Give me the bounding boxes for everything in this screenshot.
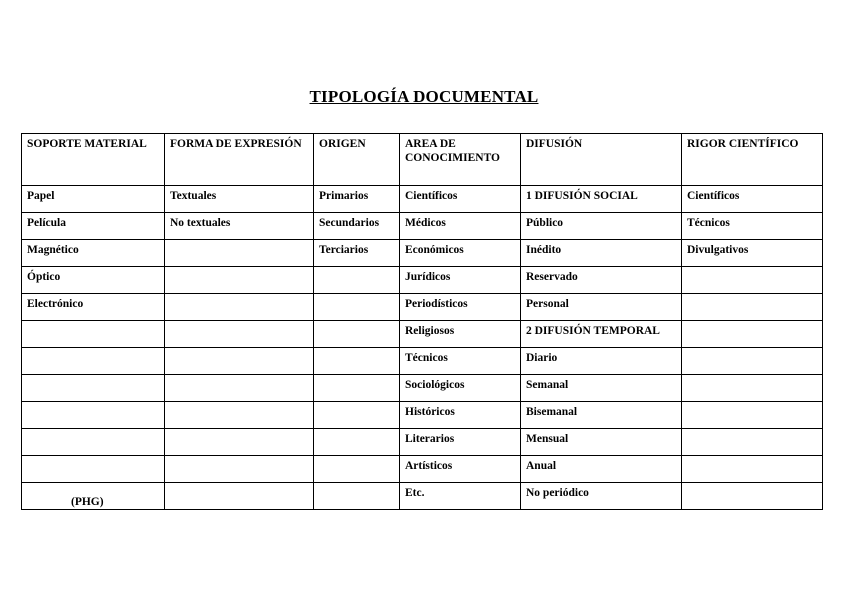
cell-origen: Secundarios: [314, 213, 400, 240]
cell-area-de-conocimiento: Religiosos: [400, 321, 521, 348]
table-row: [22, 483, 823, 510]
table-row: [22, 213, 823, 240]
cell-rigor-cientifico: [682, 321, 823, 348]
table-header-row: [22, 134, 823, 186]
cell-soporte-material: [22, 402, 165, 429]
cell-forma-de-expresion: [165, 402, 314, 429]
header-area-de-conocimiento: AREA DE CONOCIMIENTO: [400, 134, 521, 186]
cell-area-de-conocimiento: Sociológicos: [400, 375, 521, 402]
table-row: [22, 240, 823, 267]
cell-difusion: Bisemanal: [521, 402, 682, 429]
typology-table: [21, 133, 823, 510]
cell-difusion: Público: [521, 213, 682, 240]
cell-origen: [314, 348, 400, 375]
cell-rigor-cientifico: [682, 375, 823, 402]
cell-forma-de-expresion: [165, 375, 314, 402]
cell-soporte-material: Magnético: [22, 240, 165, 267]
cell-area-de-conocimiento: Literarios: [400, 429, 521, 456]
header-forma-de-expresion: FORMA DE EXPRESIÓN: [165, 134, 314, 186]
cell-origen: [314, 402, 400, 429]
cell-soporte-material: Película: [22, 213, 165, 240]
cell-rigor-cientifico: [682, 456, 823, 483]
header-soporte-material: SOPORTE MATERIAL: [22, 134, 165, 186]
cell-soporte-material: [22, 429, 165, 456]
cell-area-de-conocimiento: Etc.: [400, 483, 521, 510]
table-row: [22, 348, 823, 375]
cell-soporte-material: [22, 348, 165, 375]
table-row: [22, 402, 823, 429]
cell-forma-de-expresion: Textuales: [165, 186, 314, 213]
cell-origen: [314, 483, 400, 510]
table-row: [22, 267, 823, 294]
cell-area-de-conocimiento: Artísticos: [400, 456, 521, 483]
cell-origen: [314, 267, 400, 294]
table-row: [22, 375, 823, 402]
cell-origen: [314, 321, 400, 348]
table-body: [22, 186, 823, 510]
cell-difusion: Mensual: [521, 429, 682, 456]
cell-origen: Terciarios: [314, 240, 400, 267]
cell-rigor-cientifico: [682, 348, 823, 375]
header-difusion: DIFUSIÓN: [521, 134, 682, 186]
cell-area-de-conocimiento: Médicos: [400, 213, 521, 240]
cell-difusion: 1 DIFUSIÓN SOCIAL: [521, 186, 682, 213]
cell-origen: [314, 294, 400, 321]
cell-forma-de-expresion: No textuales: [165, 213, 314, 240]
cell-forma-de-expresion: [165, 294, 314, 321]
footer-note: (PHG): [71, 496, 104, 508]
cell-origen: [314, 429, 400, 456]
table-row: [22, 429, 823, 456]
cell-rigor-cientifico: [682, 402, 823, 429]
cell-area-de-conocimiento: Técnicos: [400, 348, 521, 375]
cell-soporte-material: Papel: [22, 186, 165, 213]
cell-rigor-cientifico: [682, 483, 823, 510]
table-row: [22, 186, 823, 213]
cell-soporte-material: [22, 375, 165, 402]
cell-difusion: Anual: [521, 456, 682, 483]
header-origen: ORIGEN: [314, 134, 400, 186]
cell-origen: [314, 375, 400, 402]
cell-rigor-cientifico: Divulgativos: [682, 240, 823, 267]
table-row: [22, 456, 823, 483]
header-rigor-cientifico: RIGOR CIENTÍFICO: [682, 134, 823, 186]
cell-difusion: Diario: [521, 348, 682, 375]
cell-area-de-conocimiento: Económicos: [400, 240, 521, 267]
cell-rigor-cientifico: Técnicos: [682, 213, 823, 240]
cell-forma-de-expresion: [165, 348, 314, 375]
cell-forma-de-expresion: [165, 240, 314, 267]
cell-soporte-material: Óptico: [22, 267, 165, 294]
cell-difusion: Inédito: [521, 240, 682, 267]
cell-difusion: Semanal: [521, 375, 682, 402]
cell-origen: [314, 456, 400, 483]
cell-forma-de-expresion: [165, 483, 314, 510]
cell-area-de-conocimiento: Jurídicos: [400, 267, 521, 294]
cell-soporte-material: Electrónico: [22, 294, 165, 321]
cell-soporte-material: [22, 456, 165, 483]
cell-forma-de-expresion: [165, 267, 314, 294]
cell-difusion: Personal: [521, 294, 682, 321]
cell-rigor-cientifico: [682, 294, 823, 321]
cell-soporte-material: [22, 321, 165, 348]
cell-difusion: Reservado: [521, 267, 682, 294]
cell-area-de-conocimiento: Históricos: [400, 402, 521, 429]
document-title: TIPOLOGÍA DOCUMENTAL: [309, 87, 539, 106]
cell-rigor-cientifico: Científicos: [682, 186, 823, 213]
cell-difusion: No periódico: [521, 483, 682, 510]
cell-forma-de-expresion: [165, 321, 314, 348]
cell-origen: Primarios: [314, 186, 400, 213]
cell-forma-de-expresion: [165, 456, 314, 483]
cell-difusion: 2 DIFUSIÓN TEMPORAL: [521, 321, 682, 348]
cell-area-de-conocimiento: Periodísticos: [400, 294, 521, 321]
cell-area-de-conocimiento: Científicos: [400, 186, 521, 213]
cell-rigor-cientifico: [682, 429, 823, 456]
cell-forma-de-expresion: [165, 429, 314, 456]
cell-rigor-cientifico: [682, 267, 823, 294]
table-row: [22, 321, 823, 348]
table-row: [22, 294, 823, 321]
